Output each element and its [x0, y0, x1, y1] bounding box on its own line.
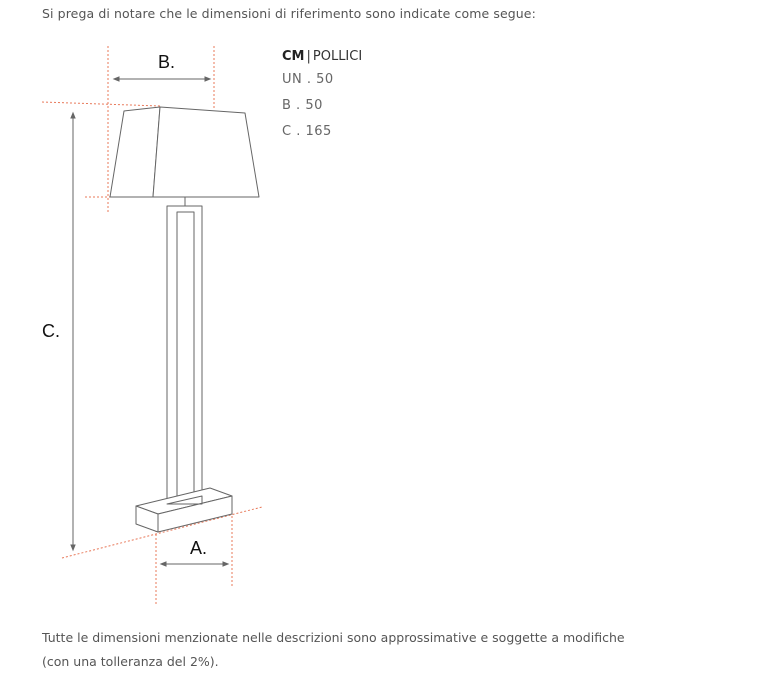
arrow-a-right-head	[223, 562, 228, 566]
label-b: B.	[158, 52, 176, 72]
guide-c-top	[42, 102, 160, 106]
arrow-c-bottom-head	[71, 545, 75, 550]
lamp-stand-inner	[177, 212, 194, 498]
measure-b: B . 50	[282, 98, 323, 113]
lamp-shade-front	[110, 107, 160, 197]
footnote-line-1: Tutte le dimensioni menzionate nelle descrizioni sono approssimative e soggette a modifiche	[42, 630, 625, 645]
lamp-shade-side	[153, 107, 259, 197]
unit-separator: |	[306, 49, 311, 64]
footnote-line-2: (con una tolleranza del 2%).	[42, 654, 219, 669]
arrow-b-right-head	[205, 77, 210, 81]
measure-a: UN . 50	[282, 72, 334, 87]
label-a: A.	[190, 538, 208, 558]
label-c: C.	[42, 321, 60, 341]
lamp-drawing	[110, 107, 259, 532]
unit-cm: CM	[282, 49, 305, 64]
unit-header	[282, 49, 362, 64]
arrow-a-left-head	[161, 562, 166, 566]
measure-c: C . 165	[282, 124, 332, 139]
arrow-b-left-head	[114, 77, 119, 81]
intro-text: Si prega di notare che le dimensioni di riferimento sono indicate come segue:	[42, 6, 536, 21]
unit-inches: POLLICI	[312, 49, 363, 64]
arrow-c-top-head	[71, 113, 75, 118]
floor-lamp-dimension-diagram	[0, 0, 280, 610]
